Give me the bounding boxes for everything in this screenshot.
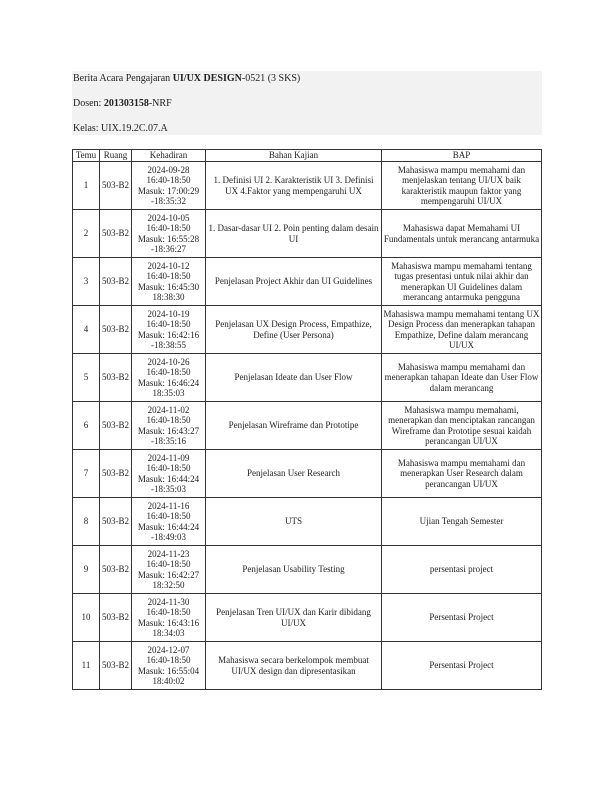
table-row <box>73 450 542 498</box>
attendance-cell: 2024-09-28 16:40-18:50 Masuk: 17:00:29 -18:35:32 <box>132 162 206 210</box>
room-cell: 503-B2 <box>100 402 132 450</box>
room-cell: 503-B2 <box>100 354 132 402</box>
topic-cell: 1. Dasar-dasar UI 2. Poin penting dalam desain UI <box>206 210 382 258</box>
meeting-number-cell: 1 <box>73 162 100 210</box>
table-row <box>73 354 542 402</box>
table-row <box>73 402 542 450</box>
topic-cell: UTS <box>206 498 382 546</box>
topic-cell: Penjelasan Usability Testing <box>206 546 382 594</box>
topic-cell: Penjelasan UX Design Process, Empathize, Define (User Persona) <box>206 306 382 354</box>
attendance-cell: 2024-11-09 16:40-18:50 Masuk: 16:44:24 -18:35:03 <box>132 450 206 498</box>
table-row <box>73 258 542 306</box>
attendance-cell: 2024-10-19 16:40-18:50 Masuk: 16:42:16 -18:38:55 <box>132 306 206 354</box>
class-line: Kelas: UIX.19.2C.07.A <box>73 123 168 134</box>
attendance-cell: 2024-10-12 16:40-18:50 Masuk: 16:45:30 18:38:30 <box>132 258 206 306</box>
learning-outcome-cell: Mahasiswa mampu memahami, menerapkan dan menciptakan rancangan Wireframe dan Prototipe sesuai kaidah perancangan UI/UX <box>382 402 542 450</box>
table-row <box>73 594 542 642</box>
table-row <box>73 498 542 546</box>
meeting-number-cell: 2 <box>73 210 100 258</box>
topic-cell: Penjelasan Ideate dan User Flow <box>206 354 382 402</box>
table-row <box>73 306 542 354</box>
course-code-sks: -0521 (3 SKS) <box>241 73 301 84</box>
room-cell: 503-B2 <box>100 258 132 306</box>
topic-cell: Mahasiswa secara berkelompok membuat UI/UX design dan dipresentasikan <box>206 642 382 690</box>
room-cell: 503-B2 <box>100 162 132 210</box>
learning-outcome-cell: Persentasi Project <box>382 642 542 690</box>
column-header-kehadiran: Kehadiran <box>132 150 206 162</box>
lecturer-line <box>73 98 172 110</box>
meeting-number-cell: 10 <box>73 594 100 642</box>
learning-outcome-cell: Persentasi Project <box>382 594 542 642</box>
meeting-number-cell: 6 <box>73 402 100 450</box>
course-name: UI/UX DESIGN <box>172 73 242 84</box>
table-body <box>73 162 542 690</box>
course-title-line <box>73 73 300 85</box>
room-cell: 503-B2 <box>100 546 132 594</box>
attendance-cell: 2024-11-30 16:40-18:50 Masuk: 16:43:16 18:34:03 <box>132 594 206 642</box>
lecturer-code: -NRF <box>148 98 172 109</box>
table-row <box>73 546 542 594</box>
learning-outcome-cell: Mahasiswa mampu memahami dan menjelaskan tentang UI/UX baik karakteristik maupun faktor yang mempengaruhi UI/UX <box>382 162 542 210</box>
column-header-temu: Temu <box>73 150 100 162</box>
room-cell: 503-B2 <box>100 450 132 498</box>
attendance-cell: 2024-10-26 16:40-18:50 Masuk: 16:46:24 18:35:03 <box>132 354 206 402</box>
table-row <box>73 210 542 258</box>
learning-outcome-cell: Mahasiswa mampu memahami tentang tugas presentasi untuk nilai akhir dan menerapkan UI Guidelines dalam merancang antarmuka pengguna <box>382 258 542 306</box>
room-cell: 503-B2 <box>100 594 132 642</box>
teaching-record-table <box>72 149 542 690</box>
meeting-number-cell: 9 <box>73 546 100 594</box>
table-header-row <box>73 150 542 162</box>
attendance-cell: 2024-11-23 16:40-18:50 Masuk: 16:42:27 18:32:50 <box>132 546 206 594</box>
attendance-cell: 2024-11-02 16:40-18:50 Masuk: 16:43:27 -18:35:16 <box>132 402 206 450</box>
meeting-number-cell: 7 <box>73 450 100 498</box>
room-cell: 503-B2 <box>100 306 132 354</box>
topic-cell: 1. Definisi UI 2. Karakteristik UI 3. Definisi UX 4.Faktor yang mempengaruhi UX <box>206 162 382 210</box>
learning-outcome-cell: Ujian Tengah Semester <box>382 498 542 546</box>
column-header-bap: BAP <box>382 150 542 162</box>
room-cell: 503-B2 <box>100 210 132 258</box>
lecturer-label: Dosen: <box>73 98 104 109</box>
lecturer-id: 201303158 <box>103 98 149 109</box>
meeting-number-cell: 4 <box>73 306 100 354</box>
attendance-cell: 2024-11-16 16:40-18:50 Masuk: 16:44:24 -18:49:03 <box>132 498 206 546</box>
learning-outcome-cell: Mahasiswa mampu memahami tentang UX Design Process dan menerapkan tahapan Empathize, Define dalam merancang UI/UX <box>382 306 542 354</box>
meeting-number-cell: 8 <box>73 498 100 546</box>
table-row <box>73 642 542 690</box>
meeting-number-cell: 3 <box>73 258 100 306</box>
course-title-prefix: Berita Acara Pengajaran <box>73 73 173 84</box>
column-header-ruang: Ruang <box>100 150 132 162</box>
meeting-number-cell: 11 <box>73 642 100 690</box>
meeting-number-cell: 5 <box>73 354 100 402</box>
learning-outcome-cell: Mahasiswa dapat Memahami UI Fundamentals untuk merancang antarmuka <box>382 210 542 258</box>
room-cell: 503-B2 <box>100 498 132 546</box>
learning-outcome-cell: Mahasiswa mampu memahami dan menerapkan User Research dalam perancangan UI/UX <box>382 450 542 498</box>
learning-outcome-cell: Mahasiswa mampu memahami dan menerapkan tahapan Ideate dan User Flow dalam merancang <box>382 354 542 402</box>
column-header-bahan-kajian: Bahan Kajian <box>206 150 382 162</box>
topic-cell: Penjelasan Tren UI/UX dan Karir dibidang UI/UX <box>206 594 382 642</box>
topic-cell: Penjelasan Wireframe dan Prototipe <box>206 402 382 450</box>
topic-cell: Penjelasan Project Akhir dan UI Guidelines <box>206 258 382 306</box>
attendance-cell: 2024-12-07 16:40-18:50 Masuk: 16:55:04 18:40:02 <box>132 642 206 690</box>
table-row <box>73 162 542 210</box>
room-cell: 503-B2 <box>100 642 132 690</box>
topic-cell: Penjelasan User Research <box>206 450 382 498</box>
learning-outcome-cell: persentasi project <box>382 546 542 594</box>
attendance-cell: 2024-10-05 16:40-18:50 Masuk: 16:55:28 -18:36:27 <box>132 210 206 258</box>
